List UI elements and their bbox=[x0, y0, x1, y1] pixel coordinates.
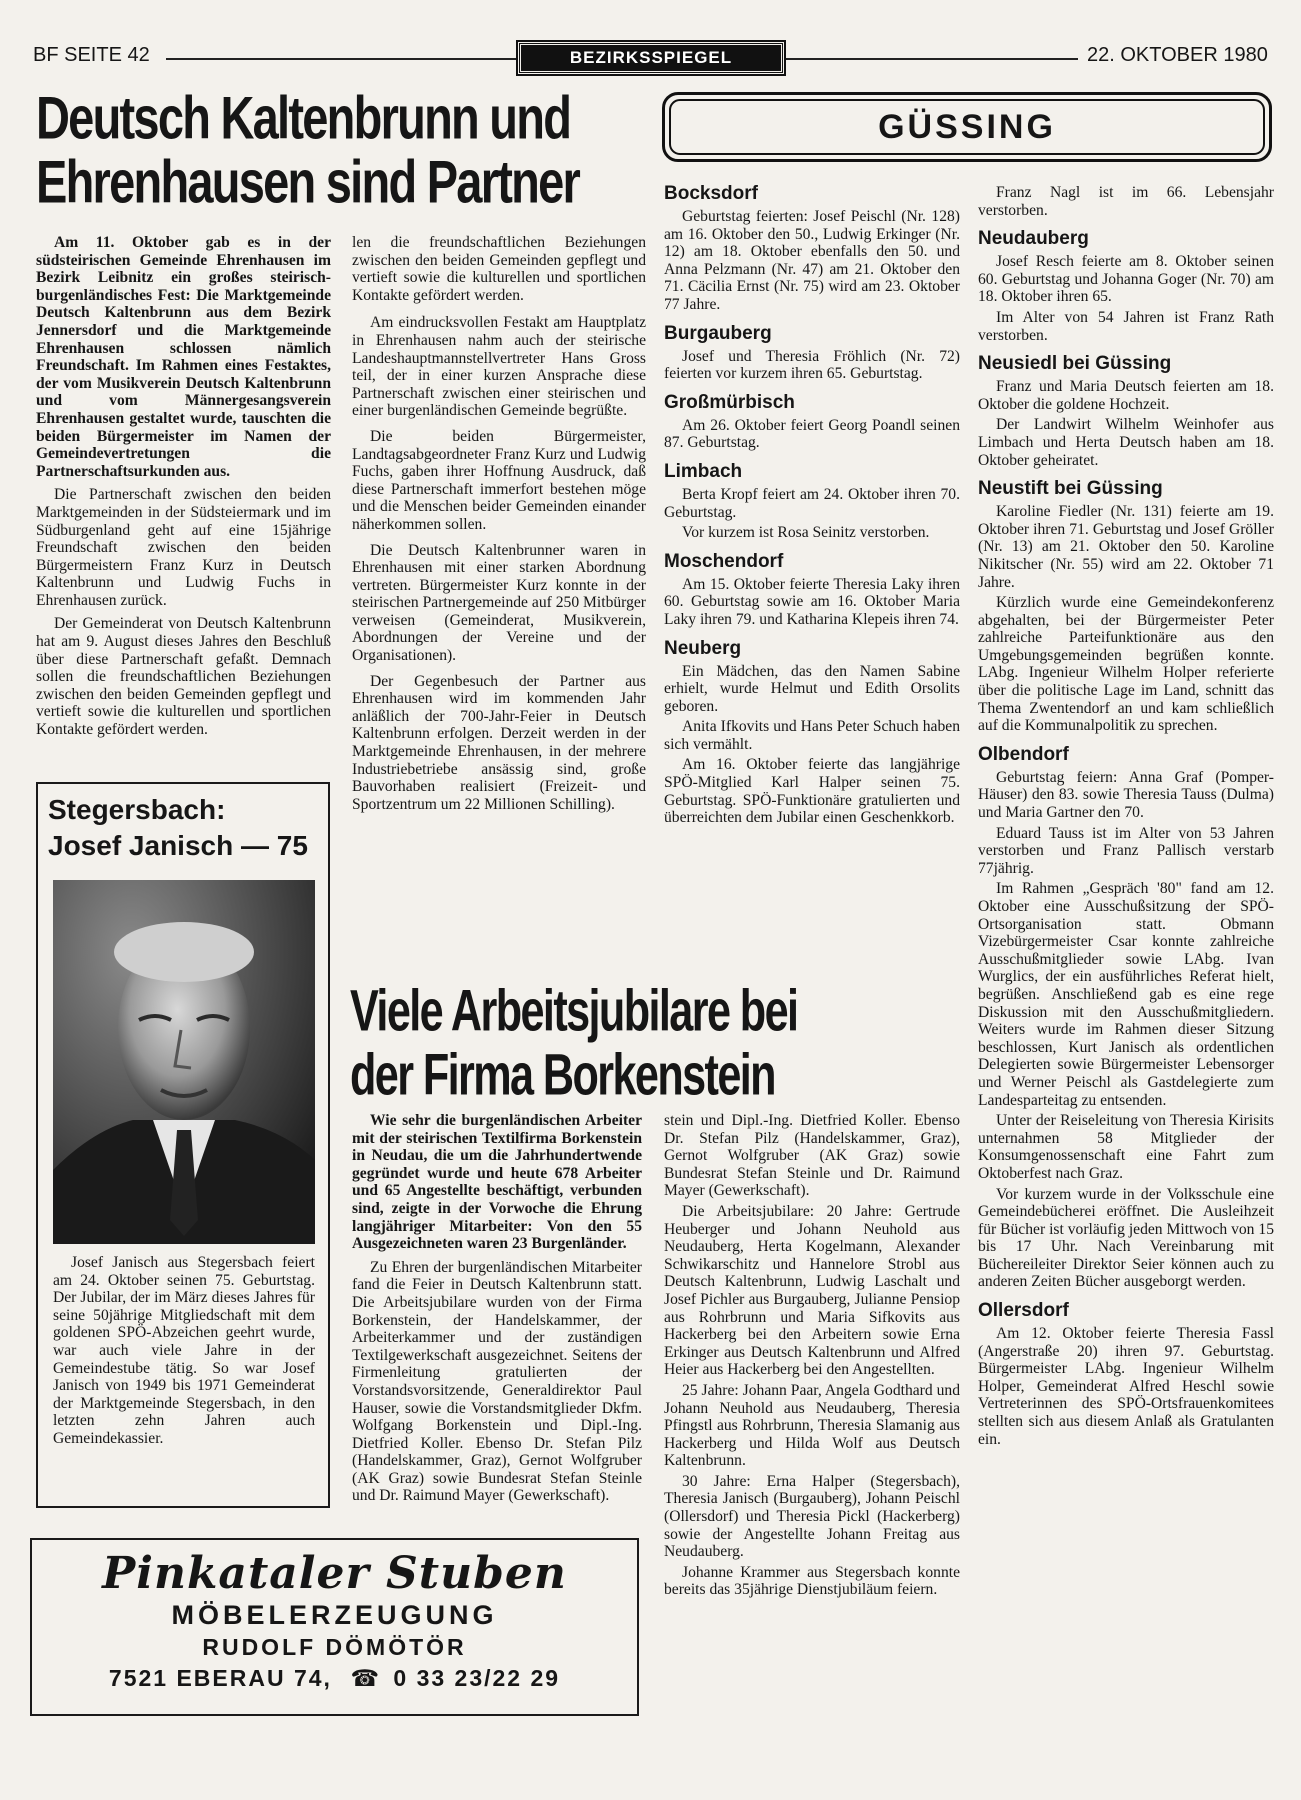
article1-paragraph: Die Partnerschaft zwischen den beiden Marktgemeinden in der Südsteiermark und im Südburgenland geht auf eine 15jährige Freundschaft zwischen den beiden Bürgermeistern Franz Kurz in Deutsch Kaltenbrunn und Ludwig Fuchs in Ehrenhausen zurück. bbox=[36, 486, 331, 609]
guessing-column-2 bbox=[978, 184, 1274, 1451]
article2-column-1 bbox=[352, 1112, 642, 1505]
town-heading: Bocksdorf bbox=[664, 183, 758, 204]
article1-paragraph: Der Gemeinderat von Deutsch Kaltenbrunn hat am 9. August dieses Jahres den Beschluß über diese Partnerschaft gefaßt. Demnach sollen die freundschaftlichen Beziehungen zwischen den beiden Gemeinden gepflegt und vertieft sowie die kulturellen und sportlichen Kontakte gefördert werden. bbox=[36, 615, 331, 739]
advertisement bbox=[30, 1538, 639, 1716]
town-news-paragraph: Josef und Theresia Fröhlich (Nr. 72) feierten vor kurzem ihren 65. Geburtstag. bbox=[664, 347, 960, 383]
town-heading: Limbach bbox=[664, 460, 743, 482]
article2-paragraph: 30 Jahre: Erna Halper (Stegersbach), Theresia Janisch (Burgauberg), Johann Peischl (Ollersdorf) und Theresia Pickl (Hackerberg) sowie der Angestellte Johann Freitag aus Neudauberg. bbox=[664, 1472, 960, 1561]
box-title-line1: Stegersbach: bbox=[48, 794, 226, 825]
town-heading: Neusiedl bei Güssing bbox=[978, 353, 1172, 375]
page-number: BF SEITE 42 bbox=[33, 44, 150, 66]
town-heading: Burgauberg bbox=[664, 322, 772, 344]
article1-paragraph: Die Deutsch Kaltenbrunner waren in Ehrenhausen mit einer starken Abordnung vertreten. Bürgermeister Kurz konnte in der steirischen Partnergemeinde auf 250 Mitbürger verweisen (Gemeinderat, Musikverein, Abordnungen der Vereine und der Organisationen). bbox=[352, 541, 646, 665]
article1-headline-line2: Ehrenhausen sind Partner bbox=[36, 148, 580, 216]
article2-paragraph: 25 Jahre: Johann Paar, Angela Godthard und Johann Neuhold aus Neudauberg, Theresia Pfingstl aus Rohrbrunn, Theresia Slamanig aus Hackerberg und Hilda Wolf aus Deutsch Kaltenbrunn. bbox=[664, 1381, 960, 1470]
article1-paragraph: Am eindrucksvollen Festakt am Hauptplatz in Ehrenhausen nahm auch der steirische Landeshauptmannstellvertreter Hans Gross teil, der in einer kurzen Ansprache diese Partnerschaft zwischen einer steirischen und einer burgenländischen Gemeinde begrüßte. bbox=[352, 314, 646, 420]
town-heading: Großmürbisch bbox=[664, 391, 795, 413]
box-title-line2: Josef Janisch — 75 bbox=[48, 830, 308, 861]
town-news-paragraph: Kürzlich wurde eine Gemeindekonferenz abgehalten, bei der Bürgermeister Peter zahlreiche Parteifunktionäre aus den Umgebungsgemeinden begrüßen konnte. LAbg. Ingenieur Wilhelm Holper referierte über die politische Lage im Land, schnitt das Thema Zwentendorf an und kam schließlich auf die Kommunalpolitik zu sprechen. bbox=[978, 594, 1274, 735]
guessing-banner-title: GÜSSING bbox=[878, 107, 1056, 146]
ad-name: Pinkataler Stuben bbox=[102, 1548, 567, 1599]
town-heading: Ollersdorf bbox=[978, 1300, 1069, 1322]
article2-paragraph: Zu Ehren der burgenländischen Mitarbeiter fand die Feier in Deutsch Kaltenbrunn statt. Die Arbeitsjubilare wurden von der Firma Borkenstein, der Handelskammer, der Arbeiterkammer und der zuständigen Textilgewerkschaft ausgezeichnet. Seitens der Firmenleitung gratulierten der Vorstandsvorsitzende, Generaldirektor Paul Hauser, sowie die Vorstandsmitglieder Dkfm. Wolfgang Borkenstein und Dipl.-Ing. Dietfried Koller. Ebenso Dr. Stefan Pilz (Handelskammer, Graz), Gernot Wolfgruber (AK Graz) sowie Bundesrat Stefan Steinle und Dr. Raimund Mayer (Gewerkschaft). bbox=[352, 1258, 642, 1505]
town-news-paragraph: Im Alter von 54 Jahren ist Franz Rath verstorben. bbox=[978, 308, 1274, 344]
town-news-paragraph: Am 12. Oktober feierte Theresia Fassl (Angerstraße 20) ihren 97. Geburtstag. Bürgermeister LAbg. Ingenieur Wilhelm Holper, Gemeinderat Alfred Heschl sowie Vertreterinnen des SPÖ-Ortsfrauenkomitees stellten sich aus diesem Anlaß als Gratulanten ein. bbox=[978, 1325, 1274, 1448]
town-news-paragraph: Geburtstag feierten: Josef Peischl (Nr. 128) am 16. Oktober den 50., Ludwig Erkinger (Nr. 12) am 18. Oktober ebenfalls den 50. und Anna Pelzmann (Nr. 47) am 21. Oktober den 71. Cäcilia Ernst (Nr. 75) wird am 23. Oktober 77 Jahre. bbox=[664, 208, 960, 313]
article1-paragraph-continued: len die freundschaftlichen Beziehungen zwischen den beiden Gemeinden gepflegt und vertieft sowie die kulturellen und sportlichen Kontakte gefördert werden. bbox=[352, 234, 646, 304]
town-news-paragraph: Vor kurzem wurde in der Volksschule eine Gemeindebücherei eröffnet. Die Ausleihzeit für Bücher ist vorläufig jeden Mittwoch von 15 bis 17 Uhr. Nach Vereinbarung mit Büchereileiter Direktor Seier können auch zu anderen Zeiten Bücher ausgeborgt werden. bbox=[978, 1185, 1274, 1291]
ad-phone: 0 33 23/22 29 bbox=[393, 1665, 561, 1691]
article1-column-2 bbox=[352, 234, 646, 816]
town-news-paragraph: Franz und Maria Deutsch feierten am 18. Oktober die goldene Hochzeit. bbox=[978, 378, 1274, 413]
portrait-photo-graphic bbox=[53, 880, 315, 1244]
ad-line1: MÖBELERZEUGUNG bbox=[171, 1600, 498, 1630]
telephone-icon: ☎ bbox=[350, 1665, 381, 1691]
town-news-paragraph: Am 15. Oktober feierte Theresia Laky ihren 60. Geburtstag sowie am 16. Oktober Maria Laky ihren 79. und Katharina Klepeis ihren 74. bbox=[664, 575, 960, 628]
article2-lead: Wie sehr die burgenländischen Arbeiter mit der steirischen Textilfirma Borkenstein in Neudau, die um die Jahrhundertwende gegründet wurde und heute 678 Arbeiter und 65 Angestellte beschäftigt, verbunden sind, zeigte in der Vorwoche die Ehrung langjähriger Mitarbeiter: Von den 55 Ausgezeichneten waren 23 Burgenländer. bbox=[352, 1112, 642, 1253]
article1-paragraph: Die beiden Bürgermeister, Landtagsabgeordneter Franz Kurz und Ludwig Fuchs, gaben ihrer Hoffnung Ausdruck, daß diese Partnerschaft immerfort bestehen möge und die Menschen beider Gemeinden einander näherkommen sollen. bbox=[352, 427, 646, 533]
town-news-paragraph: Josef Resch feierte am 8. Oktober seinen 60. Geburtstag und Johanna Goger (Nr. 70) am 18. Oktober ihren 65. bbox=[978, 253, 1274, 306]
town-news-paragraph: Unter der Reiseleitung von Theresia Kirisits unternahmen 58 Mitglieder der Konsumgenossenschaft eine Fahrt zum Oktoberfest nach Graz. bbox=[978, 1112, 1274, 1182]
town-news-paragraph: Geburtstag feiern: Anna Graf (Pomper-Häuser) den 83. sowie Theresia Tauss (Dulma) und Maria Gartner den 70. bbox=[978, 768, 1274, 822]
article2-paragraph: Johanne Krammer aus Stegersbach konnte bereits das 35jährige Dienstjubiläum feiern. bbox=[664, 1563, 960, 1599]
town-heading: Neudauberg bbox=[978, 228, 1089, 250]
section-label-box bbox=[518, 42, 784, 74]
article2-headline-line1: Viele Arbeitsjubilare bei bbox=[350, 978, 798, 1044]
town-news-paragraph: Eduard Tauss ist im Alter von 53 Jahren verstorben und Franz Pallisch verstarb 77jährig. bbox=[978, 824, 1274, 877]
town-news-paragraph: Anita Ifkovits und Hans Peter Schuch haben sich vermählt. bbox=[664, 718, 960, 753]
town-news-paragraph: Berta Kropf feiert am 24. Oktober ihren 70. Geburtstag. bbox=[664, 485, 960, 521]
section-label: BEZIRKSSPIEGEL bbox=[569, 48, 733, 67]
town-news-paragraph: Karoline Fiedler (Nr. 131) feierte am 19. Oktober ihren 71. Geburtstag und Josef Gröller (Nr. 13) am 21. Oktober den 50. Karoline Nikitscher (Nr. 55) wird am 22. Oktober 71 Jahre. bbox=[978, 503, 1274, 591]
header-rule-right bbox=[786, 58, 1078, 60]
article2-paragraph-continued: stein und Dipl.-Ing. Dietfried Koller. Ebenso Dr. Stefan Pilz (Handelskammer, Graz), Gernot Wolfgruber (AK Graz) sowie Bundesrat Stefan Steinle und Dr. Raimund Mayer (Gewerkschaft). bbox=[664, 1112, 960, 1200]
town-news-paragraph: Vor kurzem ist Rosa Seinitz verstorben. bbox=[682, 524, 930, 542]
portrait-photo bbox=[53, 880, 315, 1244]
ad-address: 7521 EBERAU 74, bbox=[108, 1665, 332, 1691]
guessing-banner bbox=[662, 92, 1272, 162]
town-news-paragraph: Franz Nagl ist im 66. Lebensjahr verstorben. bbox=[978, 184, 1274, 219]
article1-column-1 bbox=[36, 234, 331, 739]
issue-date: 22. OKTOBER 1980 bbox=[1087, 44, 1268, 66]
guessing-column-1 bbox=[664, 184, 960, 830]
town-heading: Olbendorf bbox=[978, 743, 1069, 765]
article2-paragraph: Die Arbeitsjubilare: 20 Jahre: Gertrude Heuberger und Johann Neuhold aus Neudauberg, Herta Kogelmann, Alexander Schwikarschitz und Hannelore Strobl aus Deutsch Kaltenbrunn, Ludwig Laschalt und Josef Pichler aus Burgauberg, Julianne Pensiop aus Rohrbrunn und Maria Sifkovits aus Hackerberg bei den Arbeitern sowie Erna Erkinger aus Deutsch Kaltenbrunn und Alfred Heier aus Hackerberg bei den Angestellten. bbox=[664, 1202, 960, 1379]
article1-headline-line1: Deutsch Kaltenbrunn und bbox=[36, 84, 571, 152]
town-news-paragraph: Am 26. Oktober feiert Georg Poandl seinen 87. Geburtstag. bbox=[664, 416, 960, 452]
article1-paragraph: Der Gegenbesuch der Partner aus Ehrenhausen wird im kommenden Jahr anläßlich der 700-Jahr-Feier in Deutsch Kaltenbrunn erfolgen. Derzeit werden in der Marktgemeinde Ehrenhausen, in der mehrere Industriebetriebe ansässig sind, große Bauvorhaben realisiert (Freizeit- und Sportzentrum um 22 Millionen Schilling). bbox=[352, 672, 646, 813]
town-heading: Moschendorf bbox=[664, 550, 784, 572]
town-news-paragraph: Ein Mädchen, das den Namen Sabine erhielt, wurde Helmut und Edith Orsolits geboren. bbox=[664, 662, 960, 715]
article2-headline-line2: der Firma Borkenstein bbox=[350, 1042, 775, 1108]
box-caption: Josef Janisch aus Stegersbach feiert am 24. Oktober seinen 75. Geburtstag. Der Jubilar, der im März dieses Jahres für seine 50jährige Mitgliedschaft mit dem goldenen SPÖ-Abzeichen geehrt wurde, war auch viele Jahre in der Gemeindestube tätig. So war Josef Janisch von 1949 bis 1971 Gemeinderat der Marktgemeinde Stegersbach, in den letzten zehn Jahren auch Gemeindekassier. bbox=[53, 1254, 315, 1447]
birthday-box bbox=[36, 782, 330, 1508]
town-news-paragraph: Der Landwirt Wilhelm Weinhofer aus Limbach und Herta Deutsch haben am 18. Oktober geheiratet. bbox=[978, 416, 1274, 469]
article1-lead: Am 11. Oktober gab es in der südsteirischen Gemeinde Ehrenhausen im Bezirk Leibnitz ein großes steirisch-burgenländisches Fest: Die Marktgemeinde Deutsch Kaltenbrunn aus dem Bezirk Jennersdorf und die Marktgemeinde Ehrenhausen schlossen nämlich Freundschaft. Im Rahmen eines Festaktes, der vom Musikverein Deutsch Kaltenbrunn und vom Männergesangsverein Ehrenhausen gestaltet wurde, tauschten die beiden Bürgermeister im Namen der Gemeindevertretungen die Partnerschaftsurkunden aus. bbox=[36, 234, 331, 480]
town-heading: Neustift bei Güssing bbox=[978, 478, 1163, 500]
ad-address-line bbox=[32, 1662, 637, 1694]
header-rule-left bbox=[166, 58, 518, 60]
town-heading: Neuberg bbox=[664, 637, 742, 659]
article2-column-2 bbox=[664, 1112, 960, 1602]
ad-line2: RUDOLF DÖMÖTÖR bbox=[202, 1634, 467, 1660]
town-news-paragraph: Am 16. Oktober feierte das langjährige SPÖ-Mitglied Karl Halper seinen 75. Geburtstag. SPÖ-Funktionäre gratulierten und überreichten dem Jubilar einen Geschenkkorb. bbox=[664, 756, 960, 827]
town-news-paragraph: Im Rahmen „Gespräch '80" fand am 12. Oktober eine Ausschußsitzung der SPÖ-Ortsorganisation statt. Obmann Vizebürgermeister Csar konnte zahlreiche Ausschußmitglieder sowie LAbg. Ivan Wurglics, der ein ausführliches Referat hielt, begrüßen. Anschließend gab es eine rege Diskussion mit den Ausschußmitgliedern. Weiters wurde im Rahmen dieser Sitzung beschlossen, Kurt Janisch als ordentlichen Delegierten sowie Bürgermeister Lebensorger und Werner Peischl als Gastdelegierte zum Landesparteitag zu entsenden. bbox=[978, 880, 1274, 1109]
